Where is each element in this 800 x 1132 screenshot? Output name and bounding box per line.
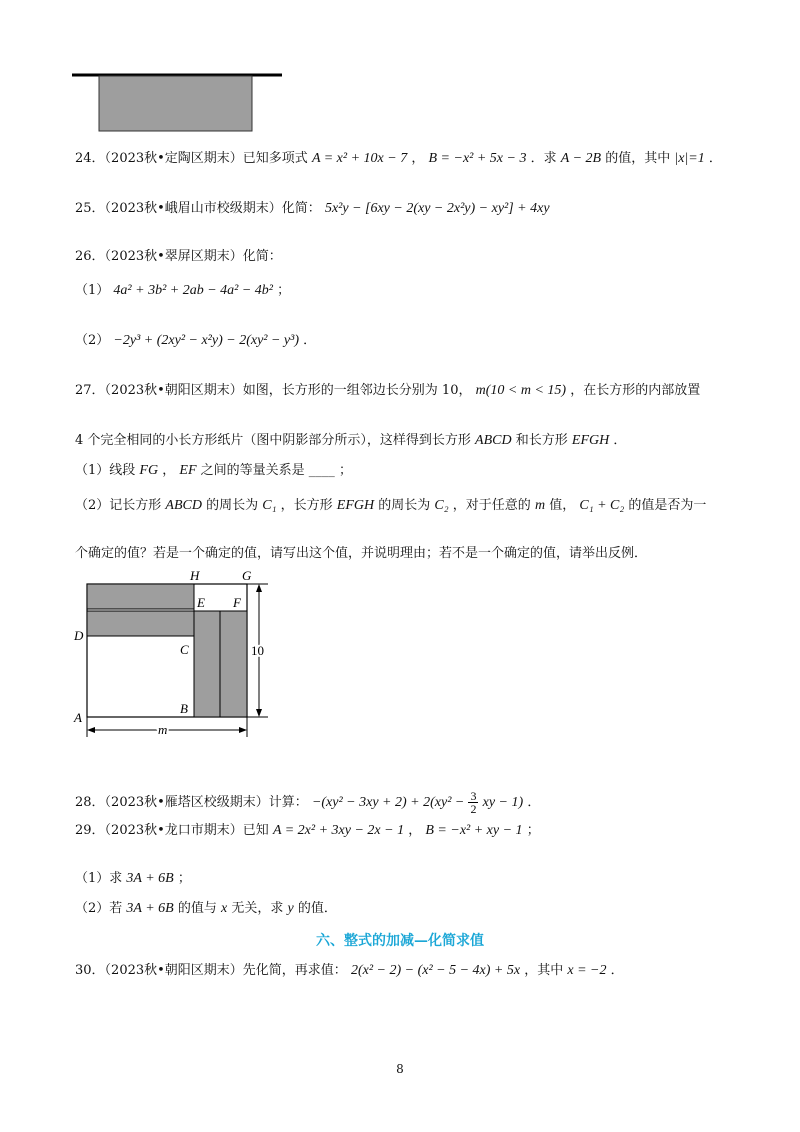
arrow-right bbox=[239, 727, 247, 733]
question-26: 26．（2023秋•翠屏区期末）化简： bbox=[75, 249, 282, 264]
label-E: E bbox=[197, 595, 205, 610]
shaded-rect bbox=[99, 76, 252, 131]
shaded-strip-vertical-right bbox=[220, 611, 247, 717]
shaded-strip-vertical-left bbox=[194, 611, 220, 717]
top-figure-fragment bbox=[0, 0, 800, 140]
question-26-part-2: （2） −2y³ + (2xy² − x²y) − 2(xy² − y³) ． bbox=[75, 333, 317, 348]
question-29-part-1: （1）求 3A + 6B ； bbox=[75, 871, 191, 886]
page-number: 8 bbox=[396, 1062, 404, 1076]
question-24: 24．（2023秋•定陶区期末）已知多项式 A = x² + 10x − 7 ， B = −x² + 5x − 3 ．求 A − 2B 的值，其中 |x|=1 ． bbox=[75, 151, 722, 166]
rectangle-figure bbox=[0, 565, 800, 750]
label-F: F bbox=[233, 595, 241, 610]
question-26-part-1: （1） 4a² + 3b² + 2ab − 4a² − 4b² ； bbox=[75, 283, 291, 298]
arrow-left bbox=[87, 727, 95, 733]
label-D: D bbox=[74, 628, 84, 643]
section-heading: 六、整式的加减—化简求值 bbox=[316, 933, 484, 949]
question-25: 25．（2023秋•峨眉山市校级期末）化简： 5x²y − [6xy − 2(xy − 2x²y) − xy²] + 4xy bbox=[75, 201, 550, 216]
fraction: $\frac{3}{2}$ bbox=[470, 789, 477, 816]
label-H: H bbox=[190, 568, 200, 583]
question-29: 29．（2023秋•龙口市期末）已知 A = 2x² + 3xy − 2x − 1 ， B = −x² + xy − 1 ； bbox=[75, 823, 540, 838]
question-27-part-1: （1）线段 FG ， EF 之间的等量关系是 ____ ； bbox=[75, 463, 352, 478]
question-30: 30．（2023秋•朝阳区期末）先化简，再求值： 2(x² − 2) − (x² − 5 − 4x) + 5x ，其中 x = −2 ． bbox=[75, 963, 624, 978]
label-B: B bbox=[180, 701, 188, 716]
label-m: m bbox=[158, 722, 168, 737]
question-29-part-2: （2）若 3A + 6B 的值与 x 无关，求 y 的值． bbox=[75, 901, 337, 916]
label-G: G bbox=[242, 568, 252, 583]
question-27-part-2: （2）记长方形 ABCD 的周长为 C₁ ，长方形 EFGH 的周长为 C₂ ，对于任意的 m 值， C₁ + C₂ 的值是否为一 bbox=[75, 498, 707, 513]
shaded-strip-top bbox=[87, 584, 194, 609]
question-27: 27．（2023秋•朝阳区期末）如图，长方形的一组邻边长分别为 10， m(10 < m < 15) ，在长方形的内部放置 bbox=[75, 383, 701, 398]
arrow-up bbox=[256, 584, 262, 592]
label-C: C bbox=[180, 642, 189, 657]
arrow-down bbox=[256, 709, 262, 717]
label-10: 10 bbox=[251, 643, 264, 658]
question-27-part-2-line-2: 个确定的值？若是一个确定的值，请写出这个值，并说明理由；若不是一个确定的值，请举出反例． bbox=[75, 546, 648, 561]
question-27-line-2: 4 个完全相同的小长方形纸片（图中阴影部分所示），这样得到长方形 ABCD 和长方形 EFGH ． bbox=[75, 433, 627, 448]
question-28: 28．（2023秋•雁塔区校级期末）计算： −(xy² − 3xy + 2) + 2(xy² − $\frac{3}{2}$ xy − 1) ． bbox=[75, 789, 541, 816]
label-A: A bbox=[74, 710, 82, 725]
